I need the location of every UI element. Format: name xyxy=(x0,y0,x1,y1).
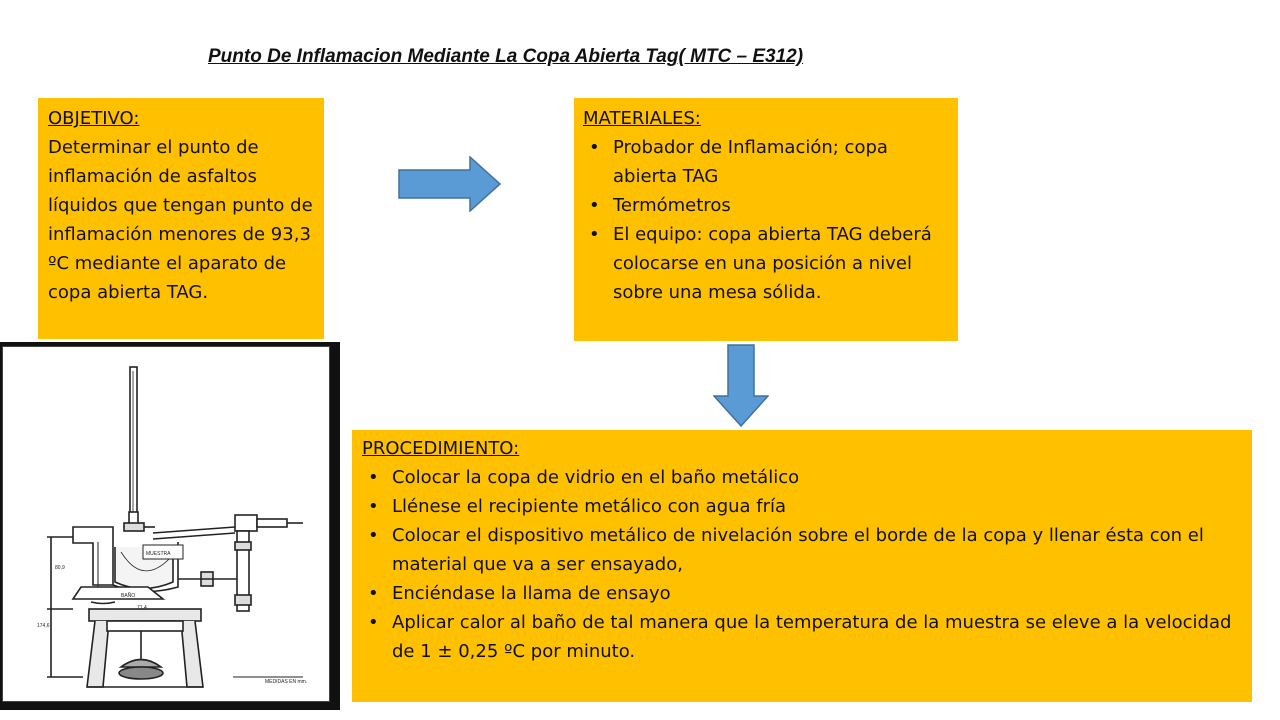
list-item: • Enciéndase la llama de ensayo xyxy=(362,579,1242,608)
page-title: Punto De Inflamacion Mediante La Copa Abierta Tag( MTC – E312) xyxy=(208,46,804,67)
procedimiento-list xyxy=(362,463,1242,666)
list-item: • Llénese el recipiente metálico con agua fría xyxy=(362,492,1242,521)
muestra-label: MUESTRA xyxy=(146,551,171,557)
objetivo-box xyxy=(38,98,324,339)
objetivo-heading: OBJETIVO: xyxy=(48,108,140,129)
list-item: • Colocar la copa de vidrio en el baño metálico xyxy=(362,463,1242,492)
dim-809-label: 80,9 xyxy=(55,565,65,571)
dim-1746-label: 174,6 xyxy=(37,623,50,629)
apparatus-drawing xyxy=(2,346,330,702)
right-arrow-icon xyxy=(398,156,502,212)
list-item: • Probador de Inflamación; copa abierta TAG xyxy=(583,133,948,191)
list-item: • Aplicar calor al baño de tal manera que la temperatura de la muestra se eleve a la velocidad de 1 ± 0,25 ºC por minuto. xyxy=(362,608,1242,666)
list-item: • El equipo: copa abierta TAG deberá colocarse en una posición a nivel sobre una mesa sólida. xyxy=(583,220,948,307)
materiales-box xyxy=(574,98,958,341)
procedimiento-heading: PROCEDIMIENTO: xyxy=(362,438,520,459)
medidas-label: MEDIDAS EN mm. xyxy=(265,679,308,685)
list-item: • Termómetros xyxy=(583,191,948,220)
objetivo-text: Determinar el punto de inflamación de asfaltos líquidos que tengan punto de inflamación menores de 93,3 ºC mediante el aparato de copa abierta TAG. xyxy=(48,137,313,303)
bano-label: BAÑO xyxy=(121,593,136,599)
list-item: • Colocar el dispositivo metálico de nivelación sobre el borde de la copa y llenar ésta con el material que va a ser ensayado, xyxy=(362,521,1242,579)
dim-714-label: 71,4 xyxy=(137,605,147,611)
tag-open-cup-diagram xyxy=(3,347,329,701)
apparatus-figure xyxy=(0,342,340,710)
materiales-list xyxy=(583,133,948,307)
down-arrow-icon xyxy=(713,344,769,428)
procedimiento-box xyxy=(352,430,1252,702)
materiales-heading: MATERIALES: xyxy=(583,108,701,129)
